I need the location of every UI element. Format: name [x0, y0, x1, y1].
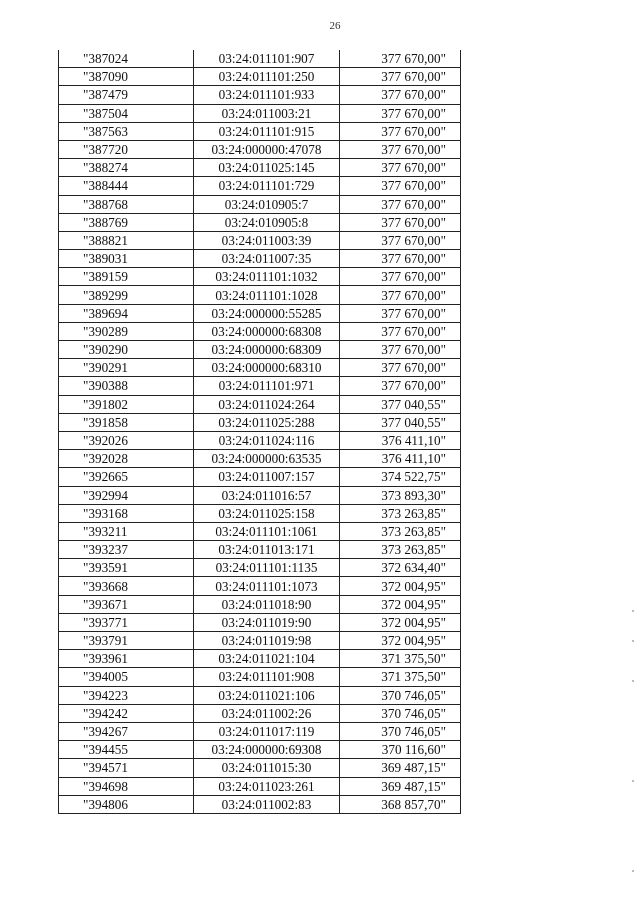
amount-cell: 377 670,00" [340, 359, 461, 377]
cadastral-number-cell: 03:24:011019:90 [194, 613, 340, 631]
cadastral-number-cell: 03:24:000000:68308 [194, 322, 340, 340]
cadastral-number-cell: 03:24:011021:106 [194, 686, 340, 704]
amount-cell: 372 004,95" [340, 577, 461, 595]
table-row [59, 286, 461, 304]
table-row [59, 304, 461, 322]
table-row [59, 413, 461, 431]
cadastral-number-cell: 03:24:011101:907 [194, 50, 340, 68]
row-id-cell: "393591 [59, 559, 194, 577]
cadastral-number-cell: 03:24:011023:261 [194, 777, 340, 795]
table-row [59, 159, 461, 177]
table-row [59, 50, 461, 68]
table-row [59, 686, 461, 704]
amount-cell: 377 670,00" [340, 86, 461, 104]
table-row [59, 377, 461, 395]
amount-cell: 371 375,50" [340, 668, 461, 686]
amount-cell: 376 411,10" [340, 431, 461, 449]
cadastral-number-cell: 03:24:011019:98 [194, 632, 340, 650]
cadastral-number-cell: 03:24:000000:55285 [194, 304, 340, 322]
amount-cell: 373 263,85" [340, 541, 461, 559]
cadastral-number-cell: 03:24:011007:35 [194, 250, 340, 268]
table-row [59, 541, 461, 559]
row-id-cell: "394455 [59, 741, 194, 759]
amount-cell: 370 746,05" [340, 704, 461, 722]
table-row [59, 250, 461, 268]
amount-cell: 373 263,85" [340, 504, 461, 522]
row-id-cell: "387024 [59, 50, 194, 68]
row-id-cell: "389694 [59, 304, 194, 322]
row-id-cell: "393668 [59, 577, 194, 595]
cadastral-number-cell: 03:24:011101:1061 [194, 522, 340, 540]
cadastral-number-cell: 03:24:011018:90 [194, 595, 340, 613]
row-id-cell: "387504 [59, 104, 194, 122]
row-id-cell: "387090 [59, 68, 194, 86]
amount-cell: 373 893,30" [340, 486, 461, 504]
amount-cell: 370 746,05" [340, 686, 461, 704]
amount-cell: 370 116,60" [340, 741, 461, 759]
cadastral-number-cell: 03:24:011002:26 [194, 704, 340, 722]
table-row [59, 231, 461, 249]
amount-cell: 371 375,50" [340, 650, 461, 668]
table-row [59, 431, 461, 449]
amount-cell: 377 670,00" [340, 213, 461, 231]
table-row [59, 177, 461, 195]
table-row [59, 595, 461, 613]
row-id-cell: "388444 [59, 177, 194, 195]
table-row [59, 122, 461, 140]
cadastral-number-cell: 03:24:011025:288 [194, 413, 340, 431]
row-id-cell: "390388 [59, 377, 194, 395]
table-row [59, 777, 461, 795]
scan-mark [632, 870, 634, 872]
amount-cell: 372 004,95" [340, 613, 461, 631]
amount-cell: 377 670,00" [340, 177, 461, 195]
table-row [59, 486, 461, 504]
row-id-cell: "389031 [59, 250, 194, 268]
row-id-cell: "388769 [59, 213, 194, 231]
amount-cell: 374 522,75" [340, 468, 461, 486]
table-row [59, 504, 461, 522]
table-row [59, 359, 461, 377]
amount-cell: 377 670,00" [340, 122, 461, 140]
cadastral-number-cell: 03:24:011101:1135 [194, 559, 340, 577]
row-id-cell: "391858 [59, 413, 194, 431]
cadastral-number-cell: 03:24:011003:21 [194, 104, 340, 122]
row-id-cell: "388274 [59, 159, 194, 177]
row-id-cell: "393771 [59, 613, 194, 631]
amount-cell: 377 670,00" [340, 304, 461, 322]
row-id-cell: "390291 [59, 359, 194, 377]
amount-cell: 377 670,00" [340, 104, 461, 122]
table-row [59, 795, 461, 813]
table-row [59, 213, 461, 231]
table-row [59, 395, 461, 413]
table-row [59, 322, 461, 340]
row-id-cell: "393671 [59, 595, 194, 613]
cadastral-number-cell: 03:24:011015:30 [194, 759, 340, 777]
table-row [59, 341, 461, 359]
cadastral-number-cell: 03:24:011016:57 [194, 486, 340, 504]
row-id-cell: "390289 [59, 322, 194, 340]
cadastral-number-cell: 03:24:011101:1073 [194, 577, 340, 595]
table-row [59, 468, 461, 486]
cadastral-number-cell: 03:24:000000:68309 [194, 341, 340, 359]
row-id-cell: "394005 [59, 668, 194, 686]
row-id-cell: "389159 [59, 268, 194, 286]
cadastral-number-cell: 03:24:011024:116 [194, 431, 340, 449]
table-row [59, 450, 461, 468]
amount-cell: 376 411,10" [340, 450, 461, 468]
row-id-cell: "387720 [59, 140, 194, 158]
row-id-cell: "393961 [59, 650, 194, 668]
table-row [59, 741, 461, 759]
row-id-cell: "391802 [59, 395, 194, 413]
amount-cell: 373 263,85" [340, 522, 461, 540]
row-id-cell: "394806 [59, 795, 194, 813]
cadastral-number-cell: 03:24:010905:8 [194, 213, 340, 231]
row-id-cell: "393791 [59, 632, 194, 650]
row-id-cell: "394242 [59, 704, 194, 722]
cadastral-number-cell: 03:24:011007:157 [194, 468, 340, 486]
row-id-cell: "392026 [59, 431, 194, 449]
page-number: 26 [329, 20, 341, 32]
row-id-cell: "393211 [59, 522, 194, 540]
cadastral-number-cell: 03:24:011101:729 [194, 177, 340, 195]
cadastral-number-cell: 03:24:011021:104 [194, 650, 340, 668]
amount-cell: 377 670,00" [340, 322, 461, 340]
table-row [59, 632, 461, 650]
cadastral-number-cell: 03:24:011025:145 [194, 159, 340, 177]
row-id-cell: "392028 [59, 450, 194, 468]
amount-cell: 377 670,00" [340, 286, 461, 304]
table-row [59, 559, 461, 577]
scan-mark [632, 640, 634, 642]
table-row [59, 650, 461, 668]
amount-cell: 377 670,00" [340, 68, 461, 86]
cadastral-number-cell: 03:24:011101:1028 [194, 286, 340, 304]
amount-cell: 377 670,00" [340, 377, 461, 395]
cadastral-number-cell: 03:24:011101:250 [194, 68, 340, 86]
row-id-cell: "387563 [59, 122, 194, 140]
cadastral-number-cell: 03:24:011101:908 [194, 668, 340, 686]
row-id-cell: "388768 [59, 195, 194, 213]
table-row [59, 86, 461, 104]
row-id-cell: "393168 [59, 504, 194, 522]
cadastral-number-cell: 03:24:000000:47078 [194, 140, 340, 158]
table-row [59, 195, 461, 213]
amount-cell: 372 004,95" [340, 595, 461, 613]
row-id-cell: "394571 [59, 759, 194, 777]
row-id-cell: "392994 [59, 486, 194, 504]
table-row [59, 722, 461, 740]
row-id-cell: "394267 [59, 722, 194, 740]
cadastral-number-cell: 03:24:011017:119 [194, 722, 340, 740]
cadastral-number-cell: 03:24:011013:171 [194, 541, 340, 559]
table-row [59, 104, 461, 122]
cadastral-number-cell: 03:24:011101:1032 [194, 268, 340, 286]
row-id-cell: "387479 [59, 86, 194, 104]
amount-cell: 369 487,15" [340, 777, 461, 795]
amount-cell: 377 670,00" [340, 231, 461, 249]
cadastral-number-cell: 03:24:000000:63535 [194, 450, 340, 468]
amount-cell: 372 634,40" [340, 559, 461, 577]
scan-mark [632, 680, 634, 682]
amount-cell: 377 670,00" [340, 341, 461, 359]
table-row [59, 613, 461, 631]
cadastral-number-cell: 03:24:011002:83 [194, 795, 340, 813]
cadastral-number-cell: 03:24:000000:68310 [194, 359, 340, 377]
row-id-cell: "394223 [59, 686, 194, 704]
cadastral-number-cell: 03:24:000000:69308 [194, 741, 340, 759]
amount-cell: 377 670,00" [340, 50, 461, 68]
row-id-cell: "390290 [59, 341, 194, 359]
table-row [59, 268, 461, 286]
cadastral-number-cell: 03:24:011101:971 [194, 377, 340, 395]
amount-cell: 368 857,70" [340, 795, 461, 813]
amount-cell: 377 670,00" [340, 159, 461, 177]
scan-mark [632, 610, 634, 612]
table-row [59, 522, 461, 540]
table-row [59, 577, 461, 595]
amount-cell: 377 040,55" [340, 395, 461, 413]
table-row [59, 68, 461, 86]
amount-cell: 377 670,00" [340, 195, 461, 213]
row-id-cell: "388821 [59, 231, 194, 249]
cadastral-number-cell: 03:24:011101:915 [194, 122, 340, 140]
table-row [59, 759, 461, 777]
row-id-cell: "394698 [59, 777, 194, 795]
amount-cell: 370 746,05" [340, 722, 461, 740]
cadastral-number-cell: 03:24:011101:933 [194, 86, 340, 104]
scan-mark [632, 780, 634, 782]
table-body [59, 50, 461, 813]
data-table [58, 50, 461, 814]
table-row [59, 668, 461, 686]
row-id-cell: "393237 [59, 541, 194, 559]
cadastral-number-cell: 03:24:010905:7 [194, 195, 340, 213]
cadastral-number-cell: 03:24:011025:158 [194, 504, 340, 522]
amount-cell: 372 004,95" [340, 632, 461, 650]
cadastral-number-cell: 03:24:011024:264 [194, 395, 340, 413]
amount-cell: 369 487,15" [340, 759, 461, 777]
row-id-cell: "392665 [59, 468, 194, 486]
row-id-cell: "389299 [59, 286, 194, 304]
amount-cell: 377 040,55" [340, 413, 461, 431]
amount-cell: 377 670,00" [340, 140, 461, 158]
table-row [59, 704, 461, 722]
amount-cell: 377 670,00" [340, 250, 461, 268]
cadastral-number-cell: 03:24:011003:39 [194, 231, 340, 249]
amount-cell: 377 670,00" [340, 268, 461, 286]
table-row [59, 140, 461, 158]
